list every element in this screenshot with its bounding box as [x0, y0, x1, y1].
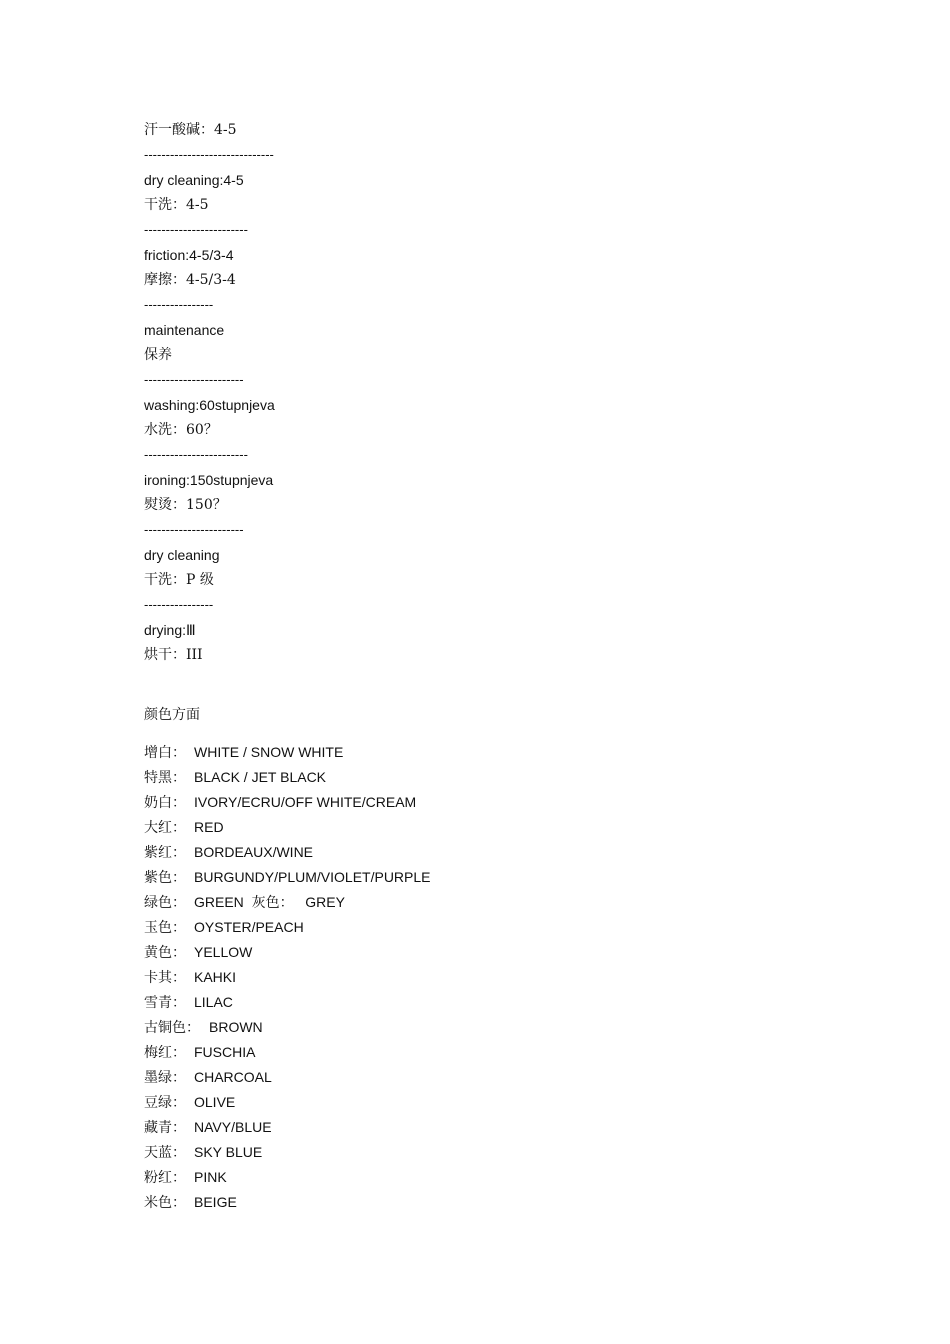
color-row [144, 768, 327, 787]
color-value: BLACK / JET BLACK [194, 769, 327, 785]
color-row [144, 1068, 272, 1087]
color-value: OYSTER/PEACH [194, 919, 304, 935]
color-value: NAVY/BLUE [194, 1119, 272, 1135]
color-label: 雪青： [144, 995, 186, 1011]
color-row [144, 1018, 263, 1037]
fastness-line: drying:Ⅲ [144, 622, 196, 638]
color-row [144, 968, 237, 987]
color-label: 古铜色： [144, 1020, 200, 1036]
color-value: LILAC [194, 994, 233, 1010]
fastness-line: 保养 [144, 347, 172, 363]
color-value: FUSCHIA [194, 1044, 256, 1060]
color-value: BORDEAUX/WINE [194, 844, 314, 860]
color-row [144, 793, 417, 812]
color-row [144, 918, 304, 937]
color-value: CHARCOAL [194, 1069, 272, 1085]
color-value: YELLOW [194, 944, 253, 960]
color-row [144, 743, 344, 762]
color-value: GREEN 灰色： GREY [194, 894, 345, 910]
color-label: 豆绿： [144, 1095, 186, 1111]
fastness-line: 干洗：4-5 [144, 197, 209, 213]
color-row [144, 1143, 263, 1162]
separator: ------------------------ [144, 447, 248, 462]
color-label: 藏青： [144, 1120, 186, 1136]
color-label: 梅红： [144, 1045, 186, 1061]
color-row [144, 1168, 227, 1187]
color-label: 卡其： [144, 970, 186, 986]
separator: ----------------------- [144, 522, 244, 537]
fastness-line: 水洗：60？ [144, 422, 218, 438]
color-value: WHITE / SNOW WHITE [194, 744, 344, 760]
color-value: RED [194, 819, 224, 835]
color-value: BROWN [209, 1019, 263, 1035]
color-value: OLIVE [194, 1094, 236, 1110]
color-row [144, 868, 431, 887]
color-value: IVORY/ECRU/OFF WHITE/CREAM [194, 794, 417, 810]
color-value: BEIGE [194, 1194, 237, 1210]
fastness-line: washing:60stupnjeva [144, 397, 275, 413]
color-row [144, 1043, 256, 1062]
color-row [144, 818, 224, 837]
color-label: 增白： [144, 745, 186, 761]
color-row [144, 993, 233, 1012]
fastness-line: 摩擦：4-5/3-4 [144, 272, 236, 288]
color-label: 紫色： [144, 870, 186, 886]
fastness-line: 干洗：P 级 [144, 572, 214, 588]
color-value: SKY BLUE [194, 1144, 263, 1160]
color-label: 大红： [144, 820, 186, 836]
separator: ---------------- [144, 597, 214, 612]
color-row [144, 893, 345, 912]
separator: ----------------------- [144, 372, 244, 387]
color-label: 米色： [144, 1195, 186, 1211]
fastness-line: 汗一酸碱：4-5 [144, 122, 237, 138]
color-value: KAHKI [194, 969, 237, 985]
color-label: 墨绿： [144, 1070, 186, 1086]
color-label: 奶白： [144, 795, 186, 811]
separator: ---------------- [144, 297, 214, 312]
fastness-line: 熨烫：150？ [144, 497, 227, 513]
color-row [144, 1193, 237, 1212]
separator: ------------------------------ [144, 147, 274, 162]
color-label: 天蓝： [144, 1145, 186, 1161]
fastness-line: 烘干：III [144, 647, 203, 663]
fastness-line: ironing:150stupnjeva [144, 472, 274, 488]
color-row [144, 1118, 272, 1137]
color-value: PINK [194, 1169, 227, 1185]
color-row [144, 943, 253, 962]
color-label: 粉红： [144, 1170, 186, 1186]
color-label: 玉色： [144, 920, 186, 936]
color-row [144, 1093, 236, 1112]
color-label: 特黑： [144, 770, 186, 786]
separator: ------------------------ [144, 222, 248, 237]
color-label: 紫红： [144, 845, 186, 861]
colors-heading: 颜色方面 [144, 707, 200, 723]
color-value: BURGUNDY/PLUM/VIOLET/PURPLE [194, 869, 431, 885]
color-label: 黄色： [144, 945, 186, 961]
fastness-line: dry cleaning [144, 547, 220, 563]
fastness-line: maintenance [144, 322, 225, 338]
fastness-line: friction:4-5/3-4 [144, 247, 234, 263]
color-row [144, 843, 314, 862]
color-label: 绿色： [144, 895, 186, 911]
fastness-line: dry cleaning:4-5 [144, 172, 244, 188]
